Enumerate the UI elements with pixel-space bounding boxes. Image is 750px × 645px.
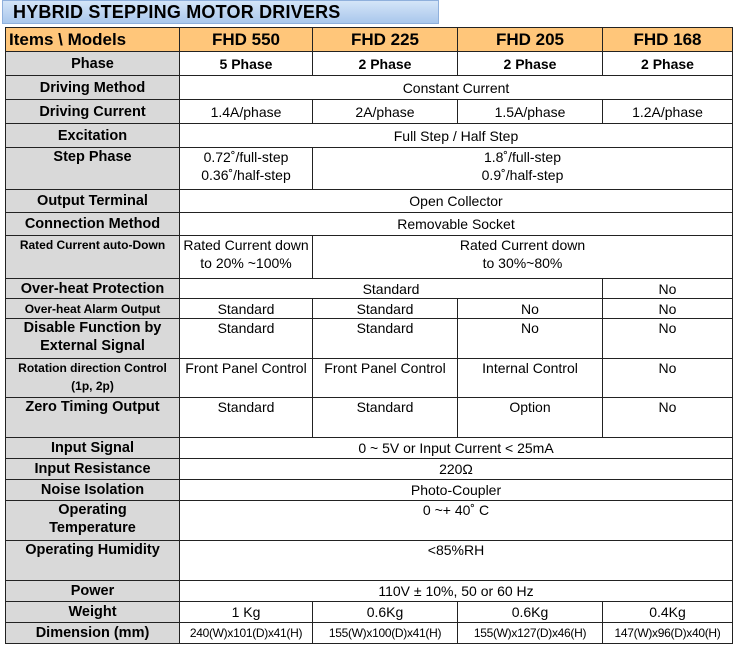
row-operating-temperature — [6, 501, 733, 541]
label-line: External Signal — [40, 338, 145, 354]
row-label: Step Phase — [6, 148, 180, 190]
cell-value: 155(W)x100(D)x41(H) — [313, 623, 458, 644]
cell-value: Standard — [180, 319, 313, 359]
cell-value: Standard — [313, 319, 458, 359]
cell-line: 1.8˚/full-step — [483, 149, 562, 165]
cell-value: Internal Control — [458, 359, 603, 398]
row-zero-timing — [6, 398, 733, 438]
row-label: Input Signal — [6, 438, 180, 459]
cell-line: 0.72˚/full-step — [203, 149, 289, 165]
cell-value: 2 Phase — [313, 52, 458, 76]
row-input-signal — [6, 438, 733, 459]
cell-line: Rated Current down — [459, 237, 586, 253]
row-output-terminal — [6, 190, 733, 213]
row-label: Connection Method — [6, 213, 180, 236]
row-excitation — [6, 124, 733, 148]
cell-value: 0.6Kg — [313, 602, 458, 623]
cell-value: Full Step / Half Step — [180, 124, 733, 148]
cell-line: Rated Current down — [183, 237, 309, 253]
cell-value: 2A/phase — [313, 100, 458, 124]
cell-line: 0.36˚/half-step — [201, 167, 291, 183]
cell-value: Option — [458, 398, 603, 438]
cell-value: 147(W)x96(D)x40(H) — [603, 623, 733, 644]
cell-value: No — [603, 279, 733, 299]
row-label: Dimension (mm) — [6, 623, 180, 644]
row-label: Rated Current auto-Down — [6, 236, 180, 279]
cell-line: to 30%~80% — [482, 255, 563, 271]
header-row — [6, 28, 733, 52]
header-corner: Items \ Models — [6, 28, 180, 52]
cell-value: Photo-Coupler — [180, 480, 733, 501]
cell-value: 220Ω — [180, 459, 733, 480]
cell-value: No — [603, 398, 733, 438]
row-label: Output Terminal — [6, 190, 180, 213]
row-label: Power — [6, 581, 180, 602]
cell-value: 155(W)x127(D)x46(H) — [458, 623, 603, 644]
row-overheat-protection — [6, 279, 733, 299]
row-step-phase — [6, 148, 733, 190]
cell-value: No — [603, 299, 733, 319]
row-label: Noise Isolation — [6, 480, 180, 501]
cell-value — [313, 236, 733, 279]
label-line: Operating — [58, 502, 127, 518]
row-label: Zero Timing Output — [6, 398, 180, 438]
page-title: HYBRID STEPPING MOTOR DRIVERS — [13, 2, 341, 22]
cell-value: No — [603, 319, 733, 359]
row-dimension — [6, 623, 733, 644]
row-rotation-direction — [6, 359, 733, 398]
row-power — [6, 581, 733, 602]
model-fhd225: FHD 225 — [313, 28, 458, 52]
row-label — [6, 501, 180, 541]
row-disable-function — [6, 319, 733, 359]
cell-value: 110V ± 10%, 50 or 60 Hz — [180, 581, 733, 602]
label-line: Temperature — [49, 520, 136, 536]
row-weight — [6, 602, 733, 623]
cell-line: to 20% ~100% — [200, 255, 292, 271]
cell-value: 240(W)x101(D)x41(H) — [180, 623, 313, 644]
row-operating-humidity — [6, 541, 733, 581]
label-line: Disable Function by — [23, 320, 162, 336]
cell-value: No — [458, 319, 603, 359]
model-fhd205: FHD 205 — [458, 28, 603, 52]
cell-value: 1 Kg — [180, 602, 313, 623]
cell-value: 0.6Kg — [458, 602, 603, 623]
cell-value: 0.4Kg — [603, 602, 733, 623]
row-phase — [6, 52, 733, 76]
cell-value: 5 Phase — [180, 52, 313, 76]
cell-value: Standard — [180, 299, 313, 319]
row-driving-method — [6, 76, 733, 100]
cell-value: 2 Phase — [603, 52, 733, 76]
cell-value: 2 Phase — [458, 52, 603, 76]
cell-value: <85%RH — [180, 541, 733, 581]
cell-value: Standard — [180, 398, 313, 438]
cell-value: Standard — [313, 299, 458, 319]
cell-value: Front Panel Control — [180, 359, 313, 398]
row-label: Operating Humidity — [6, 541, 180, 581]
cell-value: 1.2A/phase — [603, 100, 733, 124]
cell-value: Front Panel Control — [313, 359, 458, 398]
cell-value: No — [458, 299, 603, 319]
cell-value — [180, 148, 313, 190]
cell-value: Removable Socket — [180, 213, 733, 236]
cell-value: 0 ~+ 40˚ C — [180, 501, 733, 541]
row-label: Driving Current — [6, 100, 180, 124]
row-label: Weight — [6, 602, 180, 623]
row-label: Excitation — [6, 124, 180, 148]
label-line: Rotation direction Control — [18, 361, 167, 375]
row-label — [6, 319, 180, 359]
label-line: (1p, 2p) — [71, 379, 114, 393]
cell-value: 0 ~ 5V or Input Current < 25mA — [180, 438, 733, 459]
cell-value: 1.4A/phase — [180, 100, 313, 124]
row-label: Input Resistance — [6, 459, 180, 480]
row-label: Phase — [6, 52, 180, 76]
cell-value: Open Collector — [180, 190, 733, 213]
cell-value: Standard — [313, 398, 458, 438]
row-label: Over-heat Protection — [6, 279, 180, 299]
title-bar — [2, 0, 439, 24]
row-label — [6, 359, 180, 398]
cell-value: 1.5A/phase — [458, 100, 603, 124]
cell-value: No — [603, 359, 733, 398]
row-rated-current — [6, 236, 733, 279]
row-noise-isolation — [6, 480, 733, 501]
cell-line: 0.9˚/half-step — [481, 167, 564, 183]
row-label: Over-heat Alarm Output — [6, 299, 180, 319]
row-label: Driving Method — [6, 76, 180, 100]
row-input-resistance — [6, 459, 733, 480]
spec-table — [5, 27, 733, 644]
model-fhd550: FHD 550 — [180, 28, 313, 52]
row-overheat-alarm — [6, 299, 733, 319]
row-driving-current — [6, 100, 733, 124]
cell-value: Standard — [180, 279, 603, 299]
row-connection-method — [6, 213, 733, 236]
model-fhd168: FHD 168 — [603, 28, 733, 52]
cell-value — [180, 236, 313, 279]
cell-value — [313, 148, 733, 190]
cell-value: Constant Current — [180, 76, 733, 100]
